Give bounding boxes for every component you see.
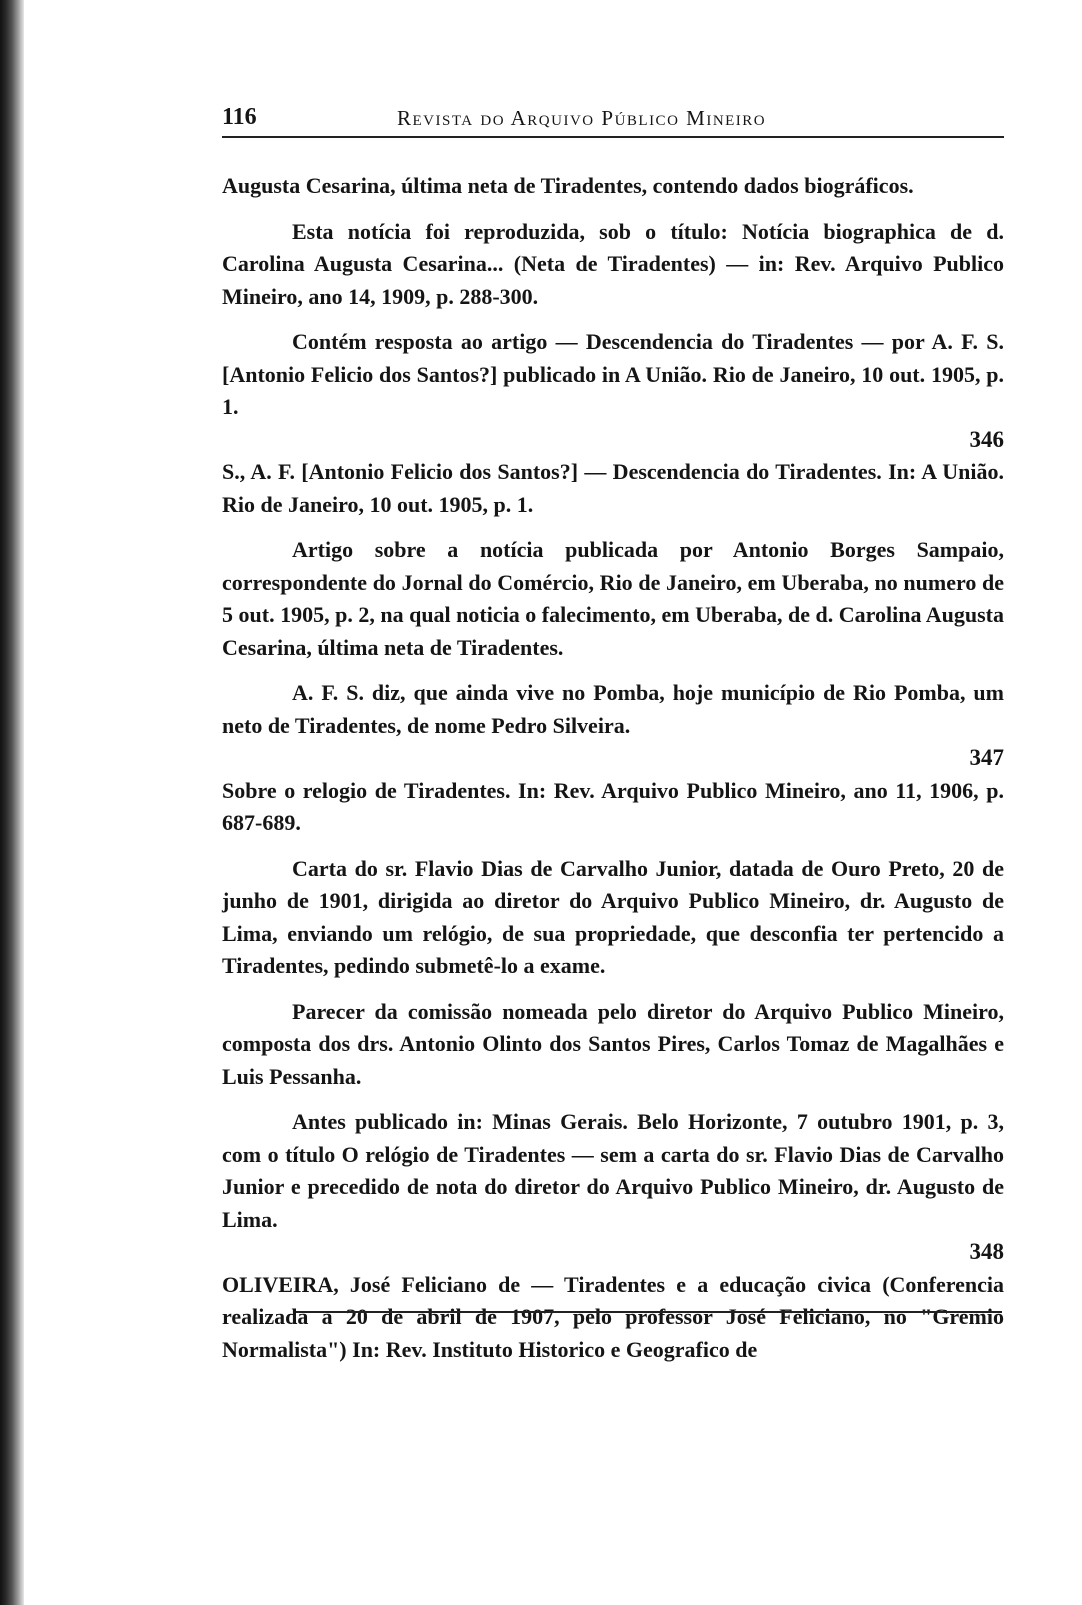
page-body [222,170,1004,1366]
paragraph: Augusta Cesarina, última neta de Tiradentes, contendo dados biográficos. [222,173,914,198]
running-title: Revista do Arquivo Público Mineiro [397,106,767,130]
paragraph: Artigo sobre a notícia publicada por Antonio Borges Sampaio, correspondente do Jornal do Comércio, Rio de Janeiro, em Uberaba, no numero de 5 out. 1905, p. 2, na qual noticia o falecimento, em Uberaba, de d. Carolina Augusta Cesarina, última neta de Tiradentes. [222,537,1004,660]
paragraph: Carta do sr. Flavio Dias de Carvalho Junior, datada de Ouro Preto, 20 de junho de 1901, dirigida ao diretor do Arquivo Publico Mineiro, dr. Augusto de Lima, enviando um relógio, de sua propriedade, que desconfia ter pertencido a Tiradentes, pedindo submetê-lo a exame. [222,855,1004,978]
paragraph: Antes publicado in: Minas Gerais. Belo Horizonte, 7 outubro 1901, p. 3, com o título O relógio de Tiradentes — sem a carta do sr. Flavio Dias de Carvalho Junior e precedido de nota do diretor do Arquivo Publico Mineiro, dr. Augusto de Lima. [222,1109,1004,1232]
paragraph: Parecer da comissão nomeada pelo diretor do Arquivo Publico Mineiro, composta dos drs. Antonio Olinto dos Santos Pires, Carlos Tomaz de Magalhães e Luis Pessanha. [222,998,1004,1089]
separator-rule [296,1311,1002,1313]
entry-number: 348 [969,1239,1004,1264]
bibliographic-entry: S., A. F. [Antonio Felicio dos Santos?] — Descendencia do Tiradentes. In: A União. Rio de Janeiro, 10 out. 1905, p. 1. [222,459,1004,517]
paragraph: Esta notícia foi reproduzida, sob o título: Notícia biographica de d. Carolina Augusta Cesarina... (Neta de Tiradentes) — in: Rev. Arquivo Publico Mineiro, ano 14, 1909, p. 288-300. [222,218,1004,309]
page-number: 116 [222,104,257,130]
bibliographic-entry: Sobre o relogio de Tiradentes. In: Rev. Arquivo Publico Mineiro, ano 11, 1906, p. 687-689. [222,777,1004,835]
book-spine-shadow [0,0,24,1605]
page-header [222,102,1004,138]
entry-number: 347 [969,745,1004,770]
entry-number: 346 [969,426,1004,452]
paragraph: Contém resposta ao artigo — Descendencia do Tiradentes — por A. F. S. [Antonio Felicio dos Santos?] publicado in A União. Rio de Janeiro, 10 out. 1905, p. 1. [222,329,1004,419]
bibliographic-entry: OLIVEIRA, José Feliciano de — Tiradentes e a educação civica (Conferencia realizada a 20 de abril de 1907, pelo professor José Feliciano, no "Gremio Normalista") In: Rev. Instituto Historico e Geografico de [222,1271,1004,1362]
paragraph: A. F. S. diz, que ainda vive no Pomba, hoje município de Rio Pomba, um neto de Tiradentes, de nome Pedro Silveira. [222,680,1004,738]
